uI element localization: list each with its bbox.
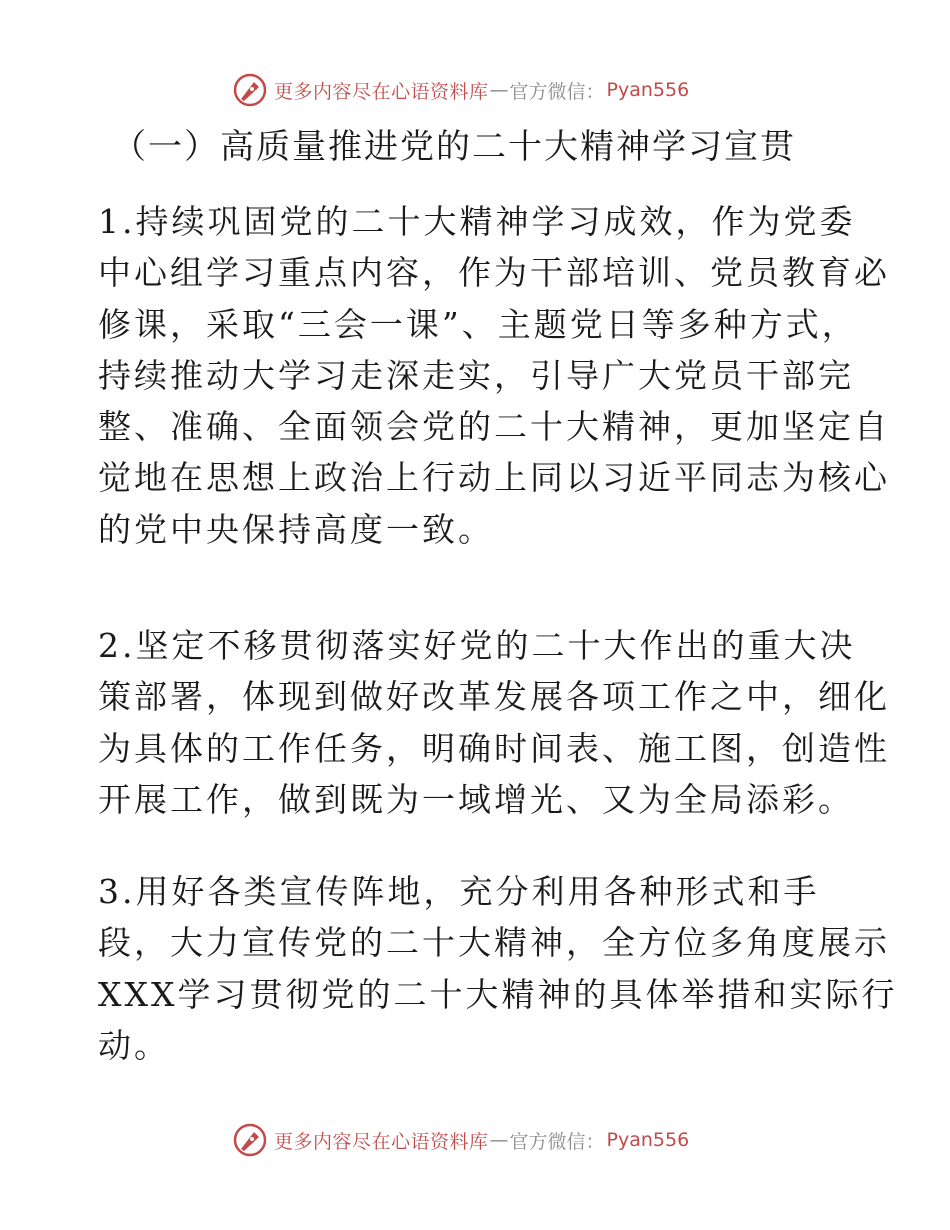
watermark-site-text: 更多内容尽在心语资料库 [274,80,489,103]
paragraph-line: 开展工作，做到既为一域增光、又为全局添彩。 [98,779,854,819]
paragraph-line: 2.坚定不移贯彻落实好党的二十大作出的重大决 [98,626,856,665]
pen-nib-logo-icon [232,72,268,108]
paragraph-line: 整、准确、全面领会党的二十大精神，更加坚定自 [98,407,890,447]
paragraph-3 [98,866,898,1071]
paragraph-2 [98,620,890,825]
watermark-wechat-label: 官方微信： [509,80,605,103]
watermark-wechat-id: Pyan556 [606,79,690,101]
paragraph-1 [98,196,890,555]
pen-nib-logo-icon [232,1122,268,1158]
watermark-site-text: 更多内容尽在心语资料库 [274,1130,489,1153]
watermark-separator: — [489,1129,509,1151]
paragraph-line: 的党中央保持高度一致。 [98,509,494,549]
paragraph-line: 修课，采取“三会一课”、主题党日等多种方式， [98,304,858,344]
paragraph-line: 为具体的工作任务，明确时间表、施工图，创造性 [98,728,890,768]
paragraph-line: 策部署，体现到做好改革发展各项工作之中，细化 [98,677,890,717]
paragraph-line: 动。 [98,1025,170,1065]
paragraph-line: XXX学习贯彻党的二十大精神的具体举措和实际行 [98,974,898,1014]
paragraph-line: 持续推动大学习走深走实，引导广大党员干部完 [98,355,854,395]
watermark-wechat-id: Pyan556 [606,1129,690,1151]
paragraph-line: 中心组学习重点内容，作为干部培训、党员教育必 [98,253,890,293]
paragraph-line: 1.持续巩固党的二十大精神学习成效，作为党委 [98,202,856,241]
paragraph-line: 觉地在思想上政治上行动上同以习近平同志为核心 [98,458,890,498]
watermark-wechat-label: 官方微信： [509,1130,605,1153]
watermark-separator: — [489,79,509,101]
watermark-banner-top [232,70,792,110]
paragraph-line: 段，大力宣传党的二十大精神，全方位多角度展示 [98,923,890,963]
paragraph-line: 3.用好各类宣传阵地，充分利用各种形式和手 [98,872,820,911]
section-heading: （一）高质量推进党的二十大精神学习宣贯 [112,127,796,167]
watermark-banner-bottom [232,1120,792,1160]
